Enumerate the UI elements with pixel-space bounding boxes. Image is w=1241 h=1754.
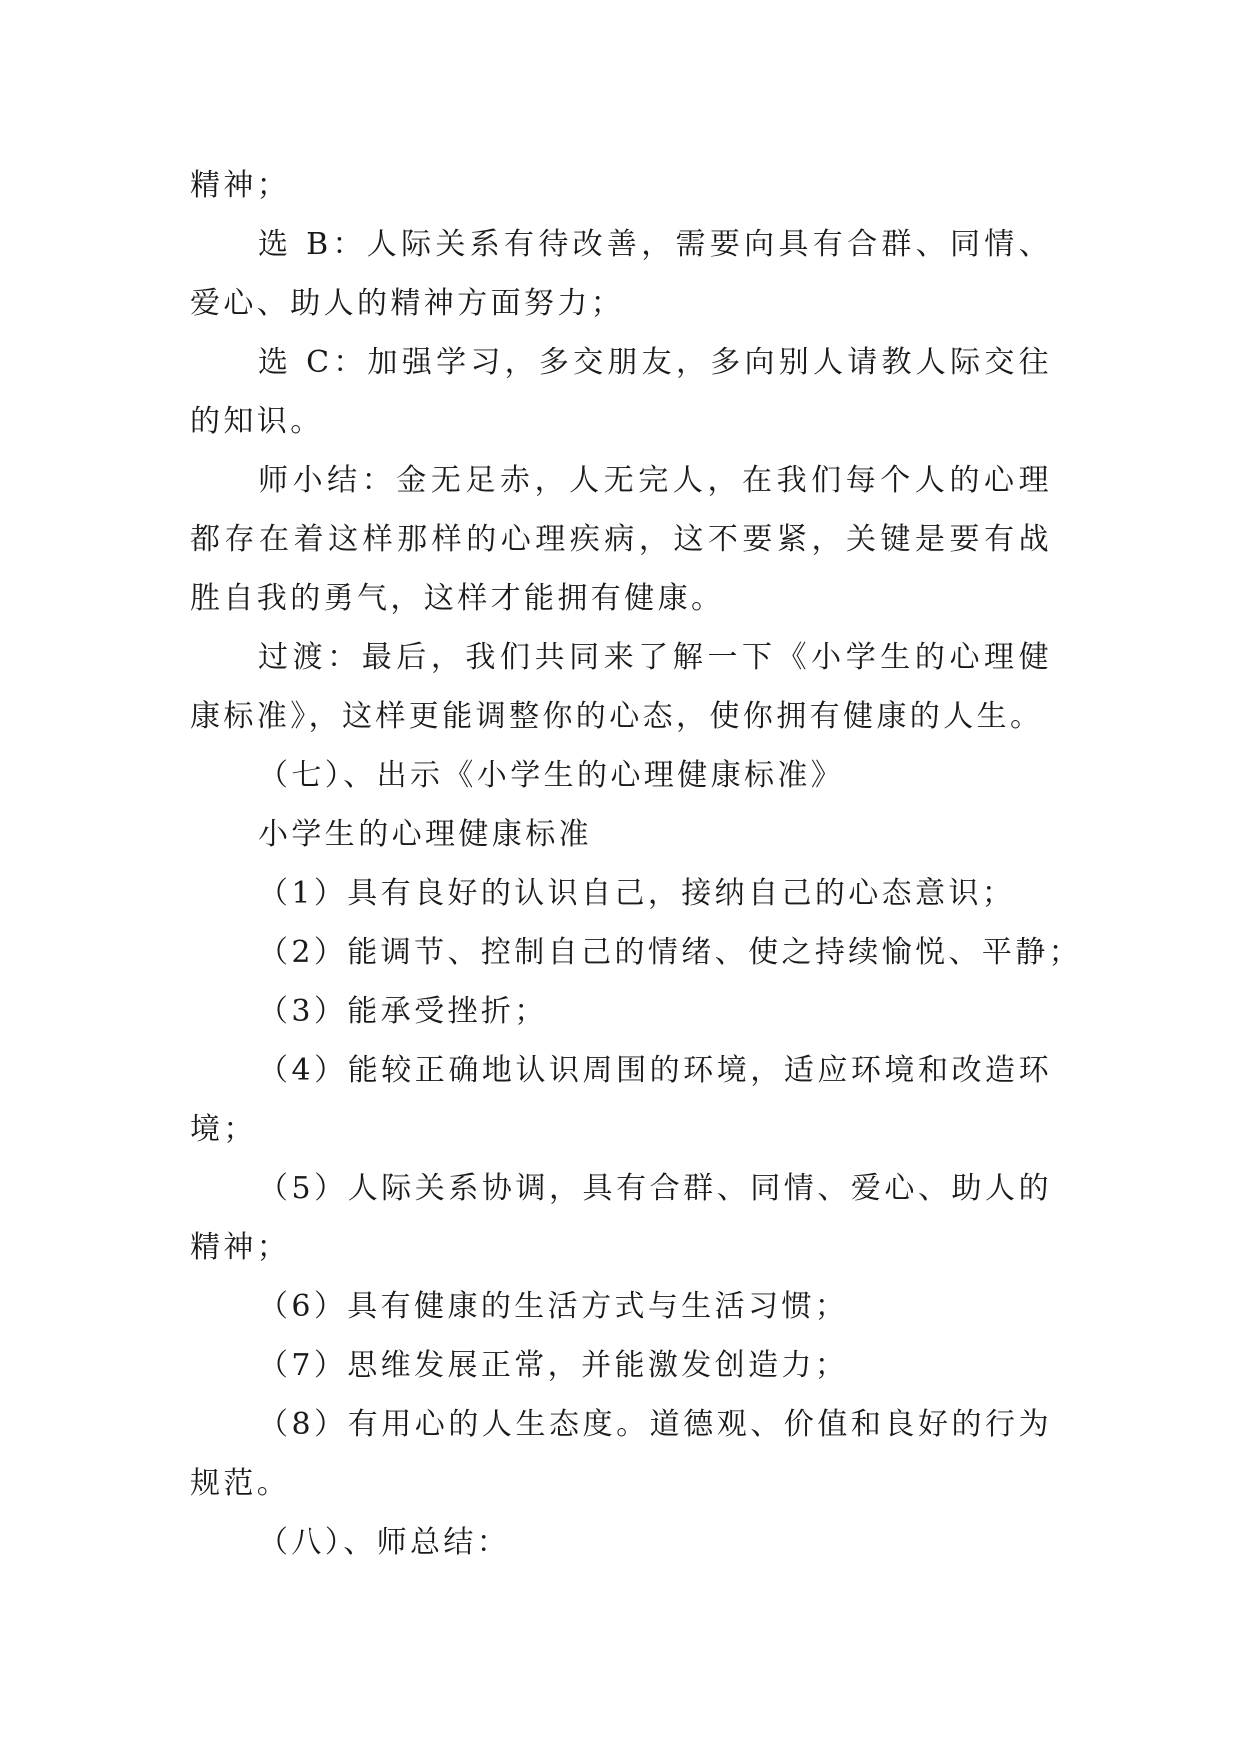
standard-item-3: （3）能承受挫折； bbox=[258, 994, 548, 1029]
paragraph-option-b: 选 B：人际关系有待改善，需要向具有合群、同情、爱心、助人的精神方面努力； bbox=[190, 227, 1052, 321]
paragraph-transition: 过渡：最后，我们共同来了解一下《小学生的心理健康标准》，这样更能调整你的心态，使你拥有健康的人生。 bbox=[190, 640, 1052, 734]
standard-item-1: （1）具有良好的认识自己，接纳自己的心态意识； bbox=[258, 876, 1016, 911]
document-body bbox=[190, 156, 1083, 1572]
standard-item-6: （6）具有健康的生活方式与生活习惯； bbox=[258, 1289, 849, 1324]
standard-item-5: （5）人际关系协调，具有合群、同情、爱心、助人的精神； bbox=[190, 1171, 1052, 1265]
section-heading-seven: （七）、出示《小学生的心理健康标准》 bbox=[258, 758, 845, 793]
paragraph-option-c: 选 C：加强学习，多交朋友，多向别人请教人际交往的知识。 bbox=[190, 345, 1052, 439]
standards-title: 小学生的心理健康标准 bbox=[258, 817, 592, 852]
paragraph-continuation: 精神； bbox=[190, 168, 291, 203]
section-heading-eight: （八）、师总结： bbox=[258, 1525, 511, 1560]
standard-item-7: （7）思维发展正常，并能激发创造力； bbox=[258, 1348, 849, 1383]
standard-item-4: （4）能较正确地认识周围的环境，适应环境和改造环境； bbox=[190, 1053, 1052, 1147]
standard-item-2: （2）能调节、控制自己的情绪、使之持续愉悦、平静； bbox=[258, 935, 1083, 970]
standard-item-8: （8）有用心的人生态度。道德观、价值和良好的行为规范。 bbox=[190, 1407, 1052, 1501]
paragraph-teacher-summary: 师小结：金无足赤，人无完人，在我们每个人的心理都存在着这样那样的心理疾病，这不要紧，关键是要有战胜自我的勇气，这样才能拥有健康。 bbox=[190, 463, 1052, 616]
